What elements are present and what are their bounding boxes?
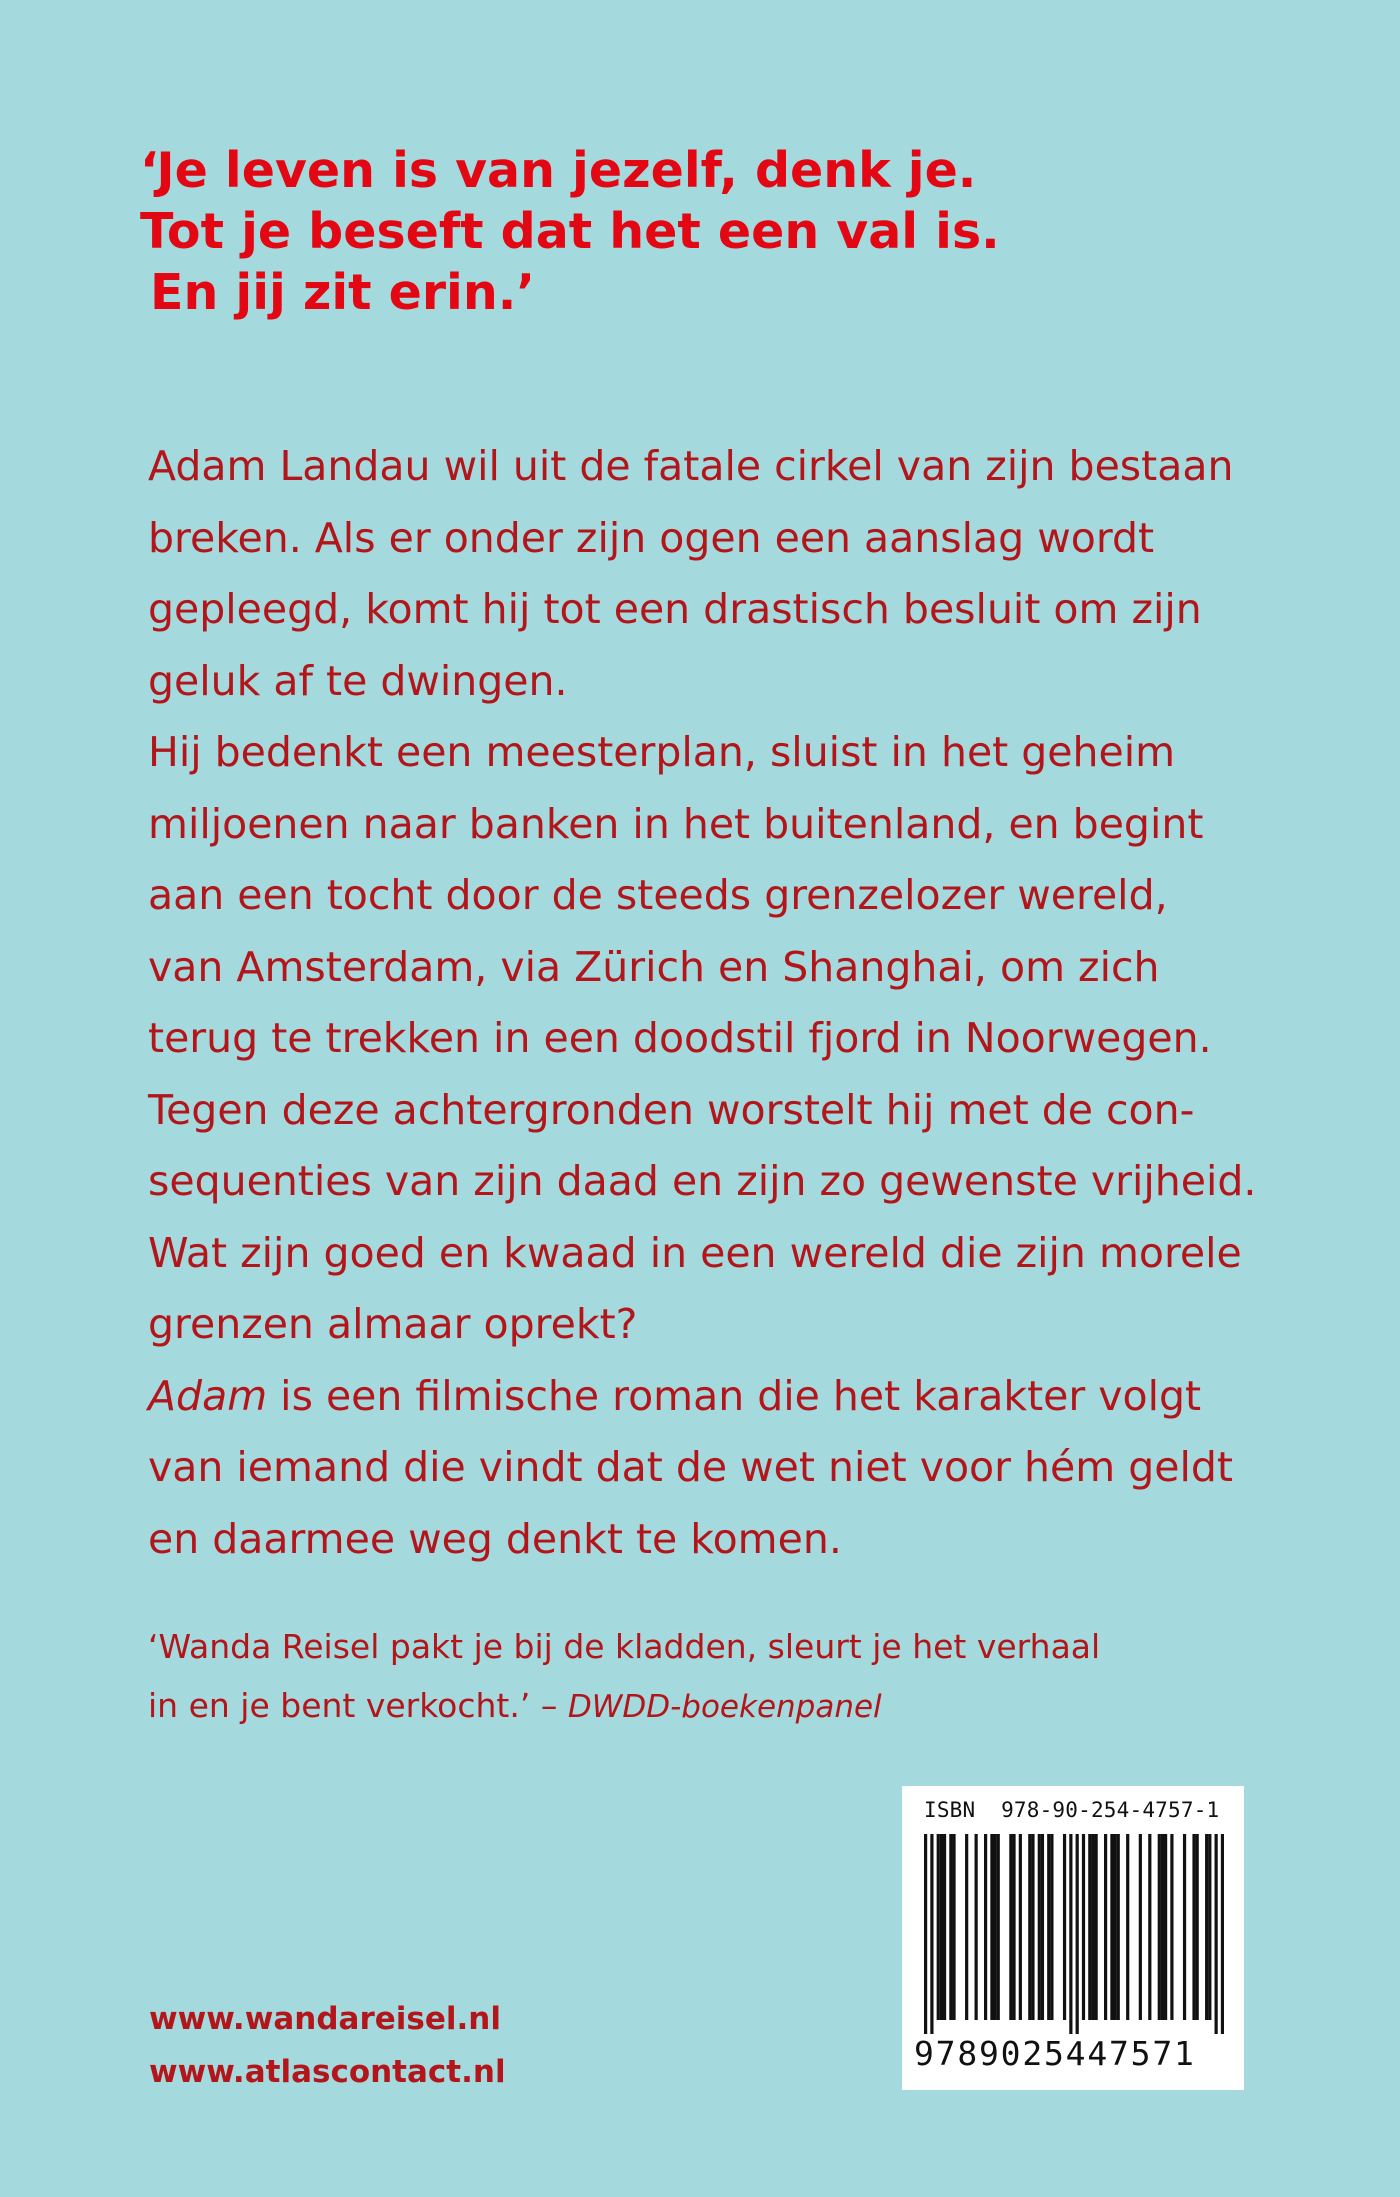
barcode-bar xyxy=(1221,1834,1224,2034)
tagline-line-1: ‘Je leven is van jezelf, denk je. xyxy=(140,142,977,199)
tagline-quote xyxy=(140,140,1240,323)
barcode-bar xyxy=(1063,1834,1066,2020)
barcode-bar xyxy=(1113,1834,1116,2020)
barcode-bar xyxy=(949,1834,952,2020)
barcode-bar xyxy=(1104,1834,1107,2020)
barcode-bar xyxy=(1069,1834,1072,2034)
barcode-bar xyxy=(952,1834,955,2020)
barcode-bar xyxy=(943,1834,946,2020)
barcode-bar xyxy=(1050,1834,1053,2020)
barcode-bar xyxy=(940,1834,943,2020)
blurb-line: en daarmee weg denkt te komen. xyxy=(148,1514,842,1563)
blurb-line: geluk af te dwingen. xyxy=(148,656,568,705)
barcode-bar xyxy=(1192,1834,1195,2020)
blurb-line-adam-rest: is een filmische roman die het karakter volgt xyxy=(267,1371,1202,1420)
barcode-bar xyxy=(1126,1834,1129,2020)
barcode-bar xyxy=(1183,1834,1186,2020)
review-line-2-text: in en je bent verkocht.’ xyxy=(148,1686,531,1725)
barcode-bar xyxy=(993,1834,996,2020)
barcode-bar xyxy=(1110,1834,1113,2020)
book-title-adam: Adam xyxy=(148,1371,268,1420)
isbn-barcode xyxy=(902,1786,1244,2090)
barcode-bar xyxy=(1215,1834,1218,2034)
blurb-line: Adam Landau wil uit de fatale cirkel van zijn bestaan xyxy=(148,442,1234,490)
barcode-bar xyxy=(1117,1834,1120,2020)
barcode-bar xyxy=(1208,1834,1211,2020)
barcode-bar xyxy=(1088,1834,1091,2020)
publisher-website-link[interactable]: www.atlascontact.nl xyxy=(149,2054,506,2090)
barcode-bar xyxy=(1019,1834,1022,2020)
barcode-bar xyxy=(1095,1834,1098,2020)
barcode-bar xyxy=(975,1834,978,2020)
isbn-number: 978-90-254-4757-1 xyxy=(1001,1798,1220,1822)
barcode-bar xyxy=(1158,1834,1161,2020)
blurb-text xyxy=(148,431,1257,1575)
barcode-bar xyxy=(1041,1834,1044,2020)
blurb-line: gepleegd, komt hij tot een drastisch besluit om zijn xyxy=(148,585,1202,633)
isbn-label xyxy=(924,1798,1219,1822)
website-links xyxy=(149,1993,506,2099)
barcode-bar xyxy=(1196,1834,1199,2020)
barcode-bar xyxy=(997,1834,1000,2020)
barcode-bar xyxy=(984,1834,987,2020)
blurb-line: grenzen almaar oprekt? xyxy=(148,1300,638,1348)
barcode-bar xyxy=(1031,1834,1034,2020)
barcode-icon xyxy=(924,1834,1224,2034)
blurb-line: Hij bedenkt een meesterplan, sluist in het geheim xyxy=(148,728,1176,776)
blurb-line: van iemand die vindt dat de wet niet voor hém geldt xyxy=(148,1443,1233,1491)
isbn-prefix: ISBN xyxy=(924,1798,976,1822)
barcode-bar xyxy=(930,1834,933,2034)
barcode-bar xyxy=(1038,1834,1041,2020)
barcode-bar xyxy=(990,1834,993,2020)
barcode-bar xyxy=(1009,1834,1012,2020)
blurb-line: Tegen deze achtergronden worstelt hij met de con- xyxy=(148,1085,1195,1134)
blurb-line: miljoenen naar banken in het buitenland, en begint xyxy=(148,799,1204,848)
review-line-1: ‘Wanda Reisel pakt je bij de kladden, sleurt je het verhaal xyxy=(148,1627,1101,1666)
barcode-bar xyxy=(1091,1834,1094,2020)
barcode-bar xyxy=(1139,1834,1142,2020)
barcode-bar xyxy=(1028,1834,1031,2020)
barcode-bar xyxy=(1076,1834,1079,2034)
blurb-line: sequenties van zijn daad en zijn zo gewenste vrijheid. xyxy=(148,1157,1257,1205)
blurb-line: aan een tocht door de steeds grenzelozer wereld, xyxy=(148,871,1168,919)
barcode-bar xyxy=(1047,1834,1050,2020)
blurb-line: terug te trekken in een doodstil fjord in Noorwegen. xyxy=(148,1014,1212,1062)
barcode-bar xyxy=(965,1834,968,2020)
barcode-bar xyxy=(1170,1834,1173,2020)
barcode-bar xyxy=(1161,1834,1164,2020)
blurb-line: breken. Als er onder zijn ogen een aanslag wordt xyxy=(148,513,1155,562)
blurb-line-adam xyxy=(148,1361,1248,1433)
barcode-bar xyxy=(1205,1834,1208,2020)
tagline-line-2: Tot je beseft dat het een val is. xyxy=(140,203,1000,260)
barcode-bar xyxy=(937,1834,940,2020)
barcode-bar xyxy=(1082,1834,1085,2020)
barcode-bar xyxy=(1012,1834,1015,2020)
barcode-bar xyxy=(1148,1834,1151,2020)
tagline-line-3: En jij zit erin.’ xyxy=(150,264,535,321)
barcode-bar xyxy=(1164,1834,1167,2020)
review-source: DWDD-boekenpanel xyxy=(567,1689,882,1725)
blurb-line: van Amsterdam, via Zürich en Shanghai, om zich xyxy=(148,942,1160,991)
review-quote xyxy=(148,1617,1248,1737)
author-website-link[interactable]: www.wandareisel.nl xyxy=(149,2001,501,2037)
blurb-line: Wat zijn goed en kwaad in een wereld die zijn morele xyxy=(148,1228,1242,1277)
ean-digits: 9789025447571 xyxy=(914,2034,1196,2073)
review-line-2 xyxy=(148,1676,1248,1737)
barcode-bar xyxy=(924,1834,927,2034)
review-dash: – xyxy=(530,1686,568,1725)
